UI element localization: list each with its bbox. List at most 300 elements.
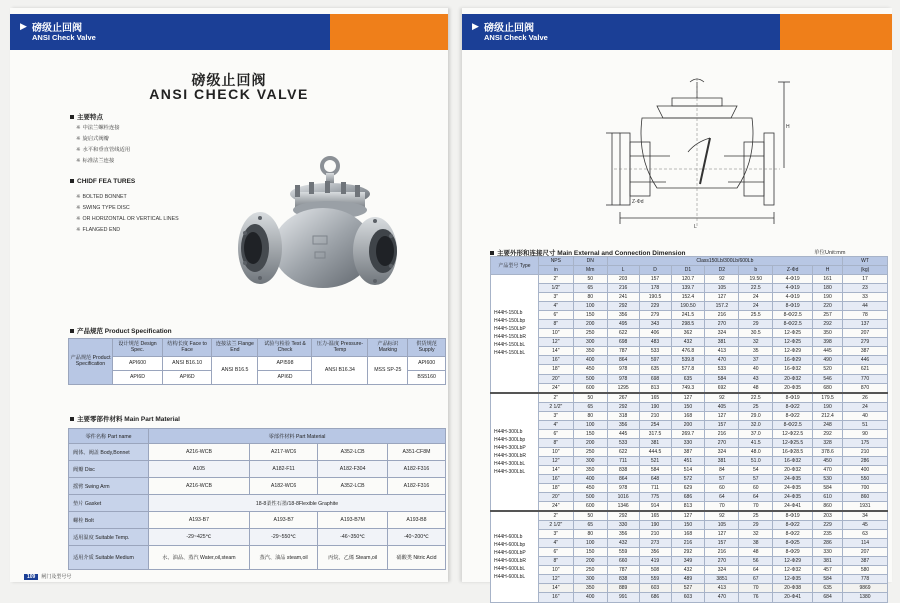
dimension-cell: 813 (639, 383, 671, 393)
col-dim: L (607, 266, 639, 275)
dimension-cell: 20-Φ35 (773, 383, 813, 393)
dimension-cell: 629 (671, 483, 705, 492)
model-name: H44H-300Lb (494, 428, 523, 435)
dimension-cell: 286 (813, 539, 843, 548)
dimension-cell: 168 (671, 530, 705, 539)
spec-cell: ANSI B16.10 (162, 357, 211, 371)
dimension-cell: 622 (607, 447, 639, 456)
dimension-cell: 12" (538, 456, 573, 465)
dimension-cell: 63 (843, 530, 888, 539)
model-name: H44H-300Lbp (494, 436, 526, 443)
dimension-cell: 57 (739, 474, 773, 483)
dimension-cell: 220 (813, 302, 843, 311)
spec-cell: API600 (408, 357, 446, 371)
dimension-cell: 4" (538, 539, 573, 548)
model-name: H44H-600LbL (494, 573, 526, 580)
material-cell: 水、油品、蒸汽 Water,oil,steam (149, 546, 250, 570)
dimension-cell: 413 (705, 584, 739, 593)
dimension-row (491, 521, 888, 530)
dimension-row (491, 383, 888, 393)
material-cell: 丙烷、乙烯 Steam,oil (318, 546, 388, 570)
dimension-cell: 787 (607, 566, 639, 575)
material-cell: -29~425℃ (149, 529, 250, 546)
dimension-cell: 660 (607, 557, 639, 566)
col-dn-unit: Mm (573, 266, 607, 275)
header-title-en: ANSI Check Valve (484, 33, 548, 42)
dimension-cell: 559 (607, 548, 639, 557)
header-title-en: ANSI Check Valve (32, 33, 96, 42)
material-cell: A105 (149, 461, 250, 478)
dimension-cell: 400 (573, 593, 607, 602)
dimension-cell: 212.4 (813, 411, 843, 420)
dimension-cell: 648 (639, 474, 671, 483)
dimension-row (491, 530, 888, 539)
dimension-row (491, 502, 888, 512)
dimension-cell: 190 (639, 402, 671, 411)
dimension-cell: 127 (705, 530, 739, 539)
svg-text:L: L (694, 224, 697, 230)
material-cell: 蒸汽、油品 steam,oil (249, 546, 317, 570)
model-name: H44H-150Lb (494, 310, 523, 317)
dimension-cell: 60 (739, 483, 773, 492)
dimension-cell: 8-Φ22 (773, 402, 813, 411)
dimension-cell: 25 (739, 511, 773, 521)
dimension-cell: 400 (573, 356, 607, 365)
dimension-cell: 8-Φ25 (773, 539, 813, 548)
col-type: 产品型号 Type (491, 257, 539, 275)
features-cn-heading: 主要特点 (70, 112, 103, 121)
dimension-cell: 216 (705, 311, 739, 320)
dimension-cell: 577.8 (671, 365, 705, 374)
dimension-cell: 100 (573, 420, 607, 429)
material-cell: A351-CF8M (387, 444, 445, 461)
dimension-cell: 16" (538, 593, 573, 602)
dimension-cell: 235 (813, 530, 843, 539)
dimension-cell: 216 (671, 539, 705, 548)
dimension-cell: 17 (843, 275, 888, 284)
dimension-cell: 54 (739, 465, 773, 474)
dimension-cell: 584 (813, 575, 843, 584)
feature-en-item: ※ BOLTED BONNET (76, 194, 127, 200)
dimension-cell: 157 (639, 275, 671, 284)
dimension-cell: 292 (671, 548, 705, 557)
material-row-label: 摇臂 Swing Arm (69, 478, 149, 495)
page-number: 109 (24, 574, 38, 580)
dimension-cell: 622 (607, 329, 639, 338)
dimension-cell: 514 (671, 465, 705, 474)
dimension-cell: 1931 (843, 502, 888, 512)
material-cell: A216-WCB (149, 478, 250, 495)
dimension-cell: 350 (573, 584, 607, 593)
dimension-cell: 10" (538, 447, 573, 456)
dimension-cell: 203 (813, 511, 843, 521)
model-name: H44H-600LbL (494, 565, 526, 572)
dimension-row (491, 548, 888, 557)
dimension-cell: 432 (607, 539, 639, 548)
dimension-cell: 16-Φ29 (773, 356, 813, 365)
dims-heading: 主要外形和连接尺寸 Main External and Connection Dimension (490, 248, 686, 257)
dimension-cell: 8" (538, 320, 573, 329)
dimension-row (491, 465, 888, 474)
dimension-cell: 324 (705, 566, 739, 575)
dimension-cell: 24" (538, 383, 573, 393)
dimension-row (491, 483, 888, 492)
spec-cell: API6D (113, 371, 163, 385)
header-orange-bar (780, 14, 892, 50)
dimension-row (491, 374, 888, 383)
dimension-cell: 216 (705, 548, 739, 557)
dimension-cell: 530 (813, 474, 843, 483)
arrow-icon: ▶ (20, 21, 27, 31)
dimension-cell: 1346 (607, 502, 639, 512)
dimension-cell: 356 (607, 311, 639, 320)
dimension-cell: 24" (538, 502, 573, 512)
dimension-row (491, 539, 888, 548)
dimension-cell: 400 (843, 465, 888, 474)
dimension-cell: 92 (705, 393, 739, 403)
spec-col-header: 试验与检验 Test & Check (258, 339, 312, 357)
dimension-cell: 23 (843, 284, 888, 293)
dimension-cell: 12" (538, 575, 573, 584)
dimension-cell: 3851 (705, 575, 739, 584)
dimension-cell: 14" (538, 584, 573, 593)
dimension-cell: 12-Φ25 (773, 338, 813, 347)
dimension-row (491, 557, 888, 566)
dimension-row (491, 320, 888, 329)
dimension-cell: 92 (705, 275, 739, 284)
dimension-cell: 400 (573, 474, 607, 483)
dimension-cell: 70 (739, 584, 773, 593)
dimension-cell: 241 (607, 293, 639, 302)
dimension-cell: 610 (813, 493, 843, 502)
col-dim: D (639, 266, 671, 275)
material-cell: -46~350℃ (318, 529, 388, 546)
dimension-cell: 165 (639, 511, 671, 521)
dimension-cell: 292 (813, 320, 843, 329)
dimension-cell: 250 (573, 566, 607, 575)
dimension-cell: 8-Φ22.5 (773, 320, 813, 329)
dimension-cell: 216 (607, 284, 639, 293)
dimension-cell: 48 (739, 383, 773, 393)
dimension-row (491, 429, 888, 438)
dimension-row (491, 302, 888, 311)
header-title-cn: 磅级止回阀 (32, 23, 82, 34)
dimension-cell: 241.5 (671, 311, 705, 320)
dimension-cell: 200 (671, 420, 705, 429)
dimension-cell: 24-Φ41 (773, 502, 813, 512)
dimension-cell: 8-Φ29 (773, 548, 813, 557)
dimension-cell: 914 (639, 502, 671, 512)
dimension-cell: 324 (705, 329, 739, 338)
dimension-cell: 33 (843, 293, 888, 302)
dimension-cell: 16-Φ28.5 (773, 447, 813, 456)
col-class: Class150Lb/300Lb/600Lb (607, 257, 842, 266)
dimension-cell: 8-Φ19 (773, 511, 813, 521)
dimension-cell: 838 (607, 575, 639, 584)
dimension-cell: 8" (538, 438, 573, 447)
dimension-cell: 80 (573, 293, 607, 302)
spec-col-header: 压力-温度 Pressure-Temp (312, 339, 368, 357)
dimension-cell: 190.50 (671, 302, 705, 311)
dimension-cell: 597 (639, 356, 671, 365)
dimension-cell: 4-Φ19 (773, 284, 813, 293)
dimension-cell: 70 (705, 502, 739, 512)
dimension-row (491, 284, 888, 293)
dimension-cell: 92 (705, 511, 739, 521)
col-dim: D2 (705, 266, 739, 275)
dimension-cell: 105 (705, 521, 739, 530)
dimension-row (491, 584, 888, 593)
dimension-cell: 22.5 (739, 393, 773, 403)
dimension-row (491, 293, 888, 302)
col-dim: H (813, 266, 843, 275)
dimension-cell: 356 (607, 420, 639, 429)
dimension-cell: 533 (639, 347, 671, 356)
model-name: H44H-600LbR (494, 557, 526, 564)
dimension-cell: 43 (739, 374, 773, 383)
dimension-cell: 778 (843, 575, 888, 584)
dimension-cell: 200 (573, 320, 607, 329)
dimension-cell: 12-Φ35 (773, 575, 813, 584)
col-dim: b (739, 266, 773, 275)
material-cell: -29~550℃ (249, 529, 317, 546)
dimension-cell: 65 (573, 284, 607, 293)
dimension-cell: 100 (573, 539, 607, 548)
dimension-cell: 257 (813, 311, 843, 320)
dimension-cell: 711 (607, 456, 639, 465)
dimension-cell: 45 (843, 521, 888, 530)
col-dn: DN (573, 257, 607, 266)
model-name: H44H-600Lb (494, 533, 523, 540)
dimension-cell: 489 (671, 575, 705, 584)
dimension-cell: 978 (607, 483, 639, 492)
dimension-cell: 279 (639, 311, 671, 320)
dimension-cell: 157 (705, 420, 739, 429)
dimension-cell: 190.5 (639, 293, 671, 302)
model-name: H44H-300LbL (494, 460, 526, 467)
dimension-cell: 18" (538, 365, 573, 374)
dimension-cell: 157 (705, 539, 739, 548)
material-cell: -40~200℃ (387, 529, 445, 546)
dimension-cell: 67 (739, 575, 773, 584)
dimension-cell: 105 (705, 284, 739, 293)
dimension-cell: 8-Φ22.5 (773, 420, 813, 429)
model-list (491, 511, 539, 602)
left-page (10, 8, 448, 582)
page-title-cn: 磅级止回阀 (191, 72, 267, 88)
dimension-cell: 889 (607, 584, 639, 593)
dimension-cell: 457 (813, 566, 843, 575)
dimension-cell: 2 1/2" (538, 521, 573, 530)
dimension-cell: 539.8 (671, 356, 705, 365)
dimension-cell: 20-Φ41 (773, 593, 813, 602)
dimension-cell: 70 (739, 502, 773, 512)
dimension-cell: 381 (705, 456, 739, 465)
col-wt-unit: (kg) (843, 266, 888, 275)
header-blue-bar (462, 14, 780, 50)
dimension-row (491, 447, 888, 456)
dimension-cell: 127 (705, 293, 739, 302)
dimension-cell: 50 (573, 511, 607, 521)
dimension-cell: 26 (843, 393, 888, 403)
col-dim: D1 (671, 266, 705, 275)
material-row-label: 垫片 Gasket (69, 495, 149, 512)
dimension-cell: 178 (639, 284, 671, 293)
materials-col-name: 零件名称 Part name (69, 429, 149, 444)
dimension-cell: 572 (671, 474, 705, 483)
dimension-cell: 12-Φ22.5 (773, 429, 813, 438)
dimension-cell: 24-Φ35 (773, 474, 813, 483)
col-dim: Z-Φd (773, 266, 813, 275)
dimension-cell: 24 (739, 293, 773, 302)
dimension-cell: 356 (607, 530, 639, 539)
dimension-cell: 1/2" (538, 284, 573, 293)
valve-photo (205, 148, 415, 308)
dimension-cell: 298.5 (671, 320, 705, 329)
dimension-cell: 500 (573, 374, 607, 383)
dimension-cell: 600 (573, 502, 607, 512)
dimension-cell: 4-Φ19 (773, 293, 813, 302)
dimension-cell: 16-Φ32 (773, 456, 813, 465)
dimension-cell: 550 (843, 474, 888, 483)
dimension-cell: 603 (639, 584, 671, 593)
dimension-cell: 51 (843, 420, 888, 429)
dimension-cell: 150 (573, 429, 607, 438)
model-name: H44H-300LbP (494, 444, 526, 451)
material-cell: 硝酸类 Nitric Acid (387, 546, 445, 570)
dimension-cell: 864 (607, 474, 639, 483)
header-title-cn: 磅级止回阀 (484, 23, 534, 34)
dimension-cell: 432 (671, 338, 705, 347)
dimension-cell: 44 (843, 302, 888, 311)
dimension-row (491, 456, 888, 465)
arrow-icon: ▶ (472, 21, 479, 31)
dimension-cell: 292 (607, 402, 639, 411)
dimension-cell: 3" (538, 411, 573, 420)
dimension-cell: 270 (705, 557, 739, 566)
dimension-cell: 50 (573, 275, 607, 284)
model-list (491, 275, 539, 393)
dimension-cell: 508 (639, 566, 671, 575)
dimension-cell: 692 (705, 383, 739, 393)
dimension-cell: 180 (813, 284, 843, 293)
dimension-cell: 29.0 (739, 411, 773, 420)
left-footer (24, 573, 71, 580)
dimension-cell: 76 (739, 593, 773, 602)
col-nps-unit: in (538, 266, 573, 275)
dimension-cell: 16" (538, 356, 573, 365)
material-row-label: 螺栓 Bolt (69, 512, 149, 529)
dimension-cell: 56 (739, 557, 773, 566)
dimension-cell: 1380 (843, 593, 888, 602)
spec-col-header: 产品标识 Marking (368, 339, 408, 357)
dimension-cell: 978 (607, 365, 639, 374)
dimension-cell: 8-Φ22 (773, 411, 813, 420)
feature-en-item: ※ FLANGED END (76, 227, 120, 233)
dimension-cell: 343 (639, 320, 671, 329)
dimension-cell: 8-Φ22 (773, 530, 813, 539)
dimension-cell: 12-Φ25 (773, 329, 813, 338)
dimension-cell: 483 (639, 338, 671, 347)
spec-table (68, 338, 446, 385)
spec-col-header: 设计规范 Design Spec. (113, 339, 163, 357)
dimension-cell: 405 (705, 402, 739, 411)
dimension-cell: 18" (538, 483, 573, 492)
dimension-cell: 349 (671, 557, 705, 566)
dimension-cell: 1295 (607, 383, 639, 393)
dimension-cell: 2" (538, 275, 573, 284)
dimension-cell: 203 (607, 275, 639, 284)
dimension-cell: 229 (639, 302, 671, 311)
model-name: H44H-150LbP (494, 326, 526, 333)
dimension-cell: 175 (843, 438, 888, 447)
dimension-table (490, 256, 888, 603)
dimension-cell: 64 (705, 493, 739, 502)
material-cell: A182-F316 (387, 478, 445, 495)
dimension-cell: 292 (607, 511, 639, 521)
dimension-cell: 50 (573, 393, 607, 403)
feature-en-item: ※ SWING TYPE DISC (76, 205, 130, 211)
dimension-cell: 41.5 (739, 438, 773, 447)
dimension-cell: 356 (639, 548, 671, 557)
dimension-cell: 4" (538, 302, 573, 311)
dimension-cell: 698 (639, 374, 671, 383)
dimension-cell: 25.5 (739, 311, 773, 320)
dimension-row (491, 356, 888, 365)
dimension-cell: 546 (813, 374, 843, 383)
dimension-cell: 190 (639, 521, 671, 530)
dimension-cell: 445 (607, 429, 639, 438)
dimension-cell: 152.4 (671, 293, 705, 302)
dimension-cell: 127 (671, 393, 705, 403)
dimension-row (491, 275, 888, 284)
dimension-cell: 8" (538, 557, 573, 566)
spec-cell: ANSI B16.34 (312, 357, 368, 385)
dimension-cell: 127 (705, 411, 739, 420)
dimension-row (491, 575, 888, 584)
dimension-cell: 25 (739, 402, 773, 411)
dimension-cell: 80 (573, 411, 607, 420)
dimension-cell: 2" (538, 511, 573, 521)
feature-cn-item: ※ 中法兰螺栓连接 (76, 123, 120, 131)
dimension-cell: 603 (671, 593, 705, 602)
dimension-cell: 813 (671, 502, 705, 512)
dimension-cell: 527 (671, 584, 705, 593)
dimension-cell: 381 (813, 557, 843, 566)
dimension-cell: 317.5 (639, 429, 671, 438)
dimension-cell: 398 (813, 338, 843, 347)
dimension-cell: 6" (538, 548, 573, 557)
dimension-cell: 387 (671, 447, 705, 456)
dimension-row (491, 365, 888, 374)
dimension-cell: 635 (813, 584, 843, 593)
dimension-row (491, 393, 888, 403)
dimension-cell: 127 (671, 511, 705, 521)
dimension-cell: 991 (607, 593, 639, 602)
valve-cross-section-drawing (602, 78, 792, 238)
dimension-cell: 500 (573, 493, 607, 502)
dimension-cell: 584 (813, 483, 843, 492)
dimension-cell: 24-Φ35 (773, 483, 813, 492)
dimension-cell: 270 (705, 438, 739, 447)
dimension-cell: 161 (813, 275, 843, 284)
dimension-cell: 30.5 (739, 329, 773, 338)
model-name: H44H-150LbR (494, 334, 526, 341)
dimension-cell: 10" (538, 329, 573, 338)
dimension-cell: 860 (843, 493, 888, 502)
dimension-cell: 270 (705, 320, 739, 329)
dimension-cell: 6" (538, 311, 573, 320)
